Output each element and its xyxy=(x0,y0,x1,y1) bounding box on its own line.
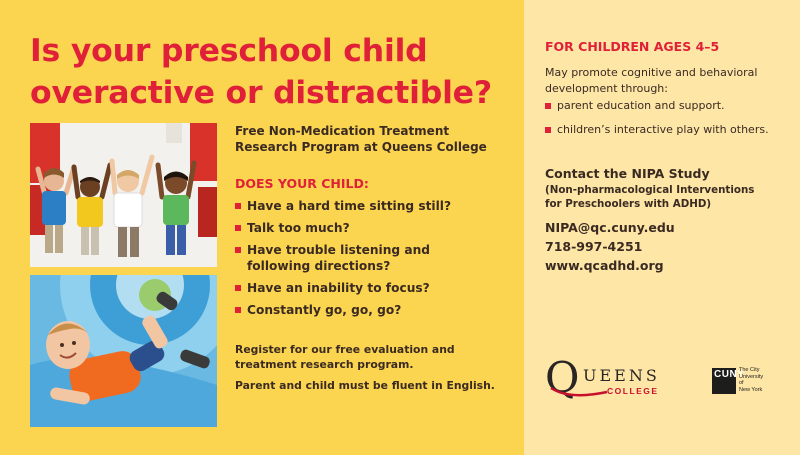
contact-details xyxy=(545,218,675,275)
question-line: Have a hard time sitting still? xyxy=(247,199,452,213)
cuny-line-2: University xyxy=(739,373,764,380)
queens-logo-swoosh xyxy=(549,386,609,400)
question-text xyxy=(247,302,520,318)
list-item xyxy=(545,98,795,114)
question-line: Constantly go, go, go? xyxy=(247,303,402,317)
bottom-border xyxy=(0,455,800,459)
questions-list xyxy=(235,198,520,324)
question-text xyxy=(247,198,520,214)
promote-intro-line-1: May promote cognitive and behavioral xyxy=(545,66,758,79)
bullet-icon xyxy=(235,225,241,231)
children-group-photo xyxy=(30,123,217,267)
benefit-text: parent education and support. xyxy=(557,99,725,112)
benefit-text: children’s interactive play with others. xyxy=(557,123,769,136)
bullet-icon xyxy=(235,285,241,291)
promote-intro-line-2: development through: xyxy=(545,82,668,95)
queens-logo-name: UEENS xyxy=(583,366,660,385)
program-subheading xyxy=(235,123,520,155)
contact-email[interactable]: NIPA@qc.cuny.edu xyxy=(545,220,675,235)
register-line-1: Register for our free evaluation and xyxy=(235,343,455,356)
list-item xyxy=(235,220,520,236)
question-line: Talk too much? xyxy=(247,221,350,235)
list-item xyxy=(545,122,795,138)
queens-logo-q: Q xyxy=(545,353,580,402)
headline-line-1: Is your preschool child xyxy=(30,33,428,69)
cuny-line-1: The City xyxy=(739,367,760,373)
register-line-2: treatment research program. xyxy=(235,358,414,371)
headline-line-2: overactive or distractible? xyxy=(30,75,492,111)
fluency-note: Parent and child must be fluent in English. xyxy=(235,379,495,392)
bullet-icon xyxy=(545,103,551,109)
program-line-1: Free Non-Medication Treatment xyxy=(235,124,450,138)
contact-website[interactable]: www.qcadhd.org xyxy=(545,258,664,273)
list-item xyxy=(235,198,520,214)
headline xyxy=(30,30,520,114)
bullet-icon xyxy=(545,127,551,133)
list-item xyxy=(235,242,520,274)
question-line: following directions? xyxy=(247,259,391,273)
contact-title: Contact the NIPA Study xyxy=(545,166,710,181)
question-line: Have an inability to focus? xyxy=(247,281,430,295)
boy-on-slide-photo xyxy=(30,275,217,427)
study-name-line-1: (Non-pharmacological Interventions xyxy=(545,184,755,196)
promote-intro xyxy=(545,65,757,97)
cuny-line-3: of xyxy=(739,380,744,386)
list-item xyxy=(235,280,520,296)
ages-heading: FOR CHILDREN AGES 4–5 xyxy=(545,39,720,54)
list-item xyxy=(235,302,520,318)
question-text xyxy=(247,242,520,274)
bullet-icon xyxy=(235,307,241,313)
bullet-icon xyxy=(235,203,241,209)
study-full-name xyxy=(545,183,754,211)
question-text xyxy=(247,220,520,236)
queens-college-logo xyxy=(545,353,705,404)
benefits-list xyxy=(545,98,795,138)
contact-phone[interactable]: 718-997-4251 xyxy=(545,239,643,254)
cuny-logo-letters: CUNY xyxy=(714,369,745,380)
program-line-2: Research Program at Queens College xyxy=(235,140,487,154)
question-text xyxy=(247,280,520,296)
bullet-icon xyxy=(235,247,241,253)
register-text xyxy=(235,342,455,372)
cuny-logo-text xyxy=(739,367,763,393)
question-line: Have trouble listening and xyxy=(247,243,430,257)
questions-heading: DOES YOUR CHILD: xyxy=(235,176,369,191)
queens-logo-college: COLLEGE xyxy=(607,386,659,396)
cuny-line-4: New York xyxy=(739,386,763,393)
study-name-line-2: for Preschoolers with ADHD) xyxy=(545,198,712,210)
